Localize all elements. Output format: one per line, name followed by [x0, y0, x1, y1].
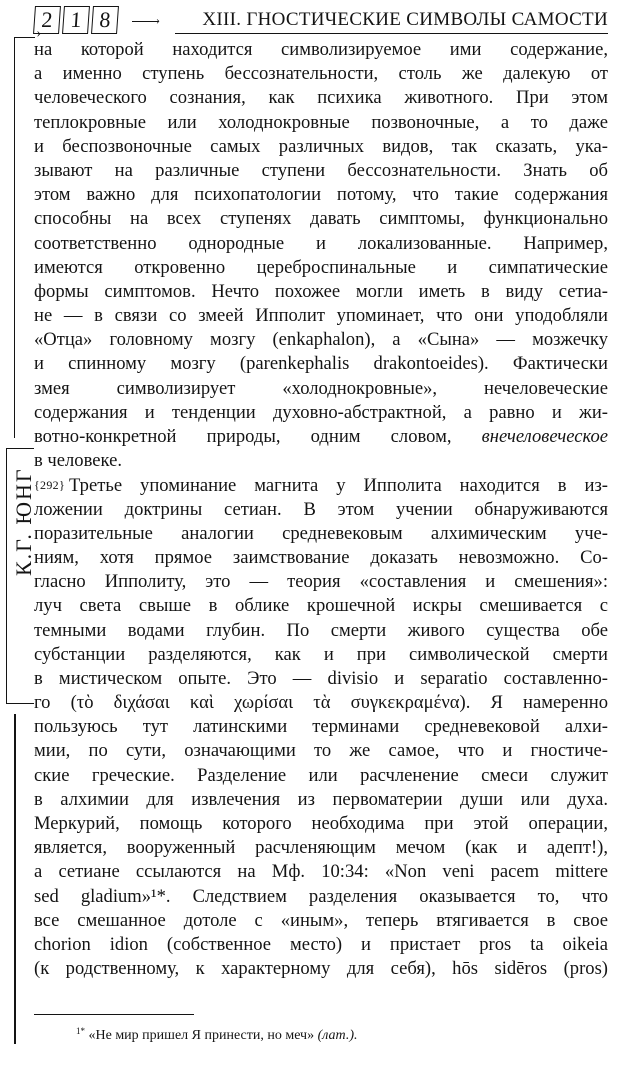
text-line: является, вооруженный расчленяющим мечом (как и адепт!), [34, 837, 608, 859]
text-line [34, 425, 608, 449]
header-rule [132, 21, 158, 22]
footnote-text: «Не мир пришел Я принести, но меч» [88, 1028, 315, 1043]
text-line: не — в связи со змеей Ипполит упоминает, что они уподобляли [34, 305, 608, 327]
footnote [76, 1026, 358, 1044]
author-name: К.Г. ЮНГ [11, 467, 36, 576]
text-line: а именно ступень бессознательности, столь же далекую от [34, 63, 608, 85]
text-line: имеются откровенно цереброспинальные и симпатические [34, 256, 608, 278]
text-line: ские греческие. Разделение или расчленение смеси служит [34, 764, 608, 786]
italic-term: внечеловеческое [481, 426, 608, 447]
text-line: пользуюсь тут латинскими терминами средневековой алхи- [34, 716, 608, 738]
text-line: ниям, хотя прямое заимствование доказать невозможно. Со- [34, 546, 608, 568]
page-number [34, 6, 118, 36]
text-line: sed gladium»¹*. Следствием разделения оказывается то, что [34, 885, 608, 907]
body-text [34, 38, 608, 981]
text-line: змея символизирует «холоднокровные», нечеловеческие [34, 377, 608, 399]
text-line: в мистическом опыте. Это — divisio и separatio составленно- [34, 667, 608, 689]
page-number-digit: 8 [91, 6, 119, 34]
text-line: го (τὸ διχάσαι καὶ χωρίσαι τὰ συγκεκραμένα). Я намеренно [34, 692, 608, 714]
text-line: человеческого сознания, как психика животного. При этом [34, 87, 608, 109]
text-line: гласно Ипполиту, это — теория «составления и смешения»: [34, 571, 608, 593]
footnote-rule [34, 1014, 194, 1015]
text-line: chorion idion (собственное место) и пристает pros ta oikeia [34, 933, 608, 955]
page-number-digit: 1 [62, 6, 90, 34]
text-line: способны на всех ступенях давать симптомы, функционально [34, 208, 608, 230]
text-line: соответственно однородные и локализованные. Например, [34, 232, 608, 254]
text-line: «Отца» головному мозгу (enkaphalon), а «Сына» — мозжечку [34, 329, 608, 351]
text-line: формы симптомов. Нечто похожее могли иметь в виду сетиа- [34, 280, 608, 302]
text-line: мии, по сути, означающими то же самое, что и гностиче- [34, 740, 608, 762]
text-line: в человеке. [34, 450, 123, 472]
running-head: XIII. ГНОСТИЧЕСКИЕ СИМВОЛЫ САМОСТИ [202, 9, 608, 30]
text-line: теплокровные или холоднокровные позвоночные, а то даже [34, 111, 608, 133]
page-number-digit: 2 [33, 6, 61, 34]
text-line: содержания и тенденции духовно-абстрактной, а равно и жи- [34, 401, 608, 423]
text-line: Меркурий, помощь которого необходима при этой операции, [34, 813, 608, 834]
text-segment: Третье упоминание магнита у Ипполита находится в из- [69, 475, 608, 497]
text-line: в алхимии для извлечения из первоматерии души или духа. [34, 788, 608, 810]
text-line: этом важно для психопатологии потому, что такие содержания [34, 184, 608, 206]
text-line: луч света свыше в облике крошечной искры смешивается с [34, 595, 608, 617]
paragraph-start [34, 473, 608, 497]
text-line: а сетиане ссылаются на Мф. 10:34: «Non veni pacem mittere [34, 861, 608, 883]
footnote-language: (лат.). [317, 1028, 358, 1043]
arrow-right-icon: › [156, 13, 160, 27]
text-line: зывают на различные ступени бессознательности. Знать об [34, 159, 608, 181]
text-line: и спинному мозгу (parenkephalis drakontoeides). Фактически [34, 353, 608, 375]
margin-line-top [14, 37, 35, 438]
footnote-marker: 1* [76, 1026, 85, 1036]
text-line: все смешанное дотоле с «иным», теперь втягивается в свое [34, 909, 608, 931]
paragraph-number: {292} [34, 478, 66, 493]
text-segment: вотно-конкретной природы, одним словом, [34, 426, 452, 447]
text-line: и беспозвоночные самых различных видов, так сказать, ука- [34, 135, 608, 157]
text-line: ложении доктрины сетиан. В этом учении обнаруживаются [34, 498, 608, 520]
text-line: поразительные аналогии средневековым алхимическим уче- [34, 522, 608, 544]
margin-line-bottom [14, 714, 16, 1044]
running-head-rule [175, 33, 608, 34]
text-line: темными водами глубин. По смерти живого существа обе [34, 619, 608, 641]
text-line: субстанции разделяются, как и при символической смерти [34, 643, 608, 665]
text-line: (к родственному, к характерному для себя), hōs sidēros (pros) [34, 958, 608, 980]
text-line: на которой находится символизируемое ими содержание, [34, 39, 608, 60]
